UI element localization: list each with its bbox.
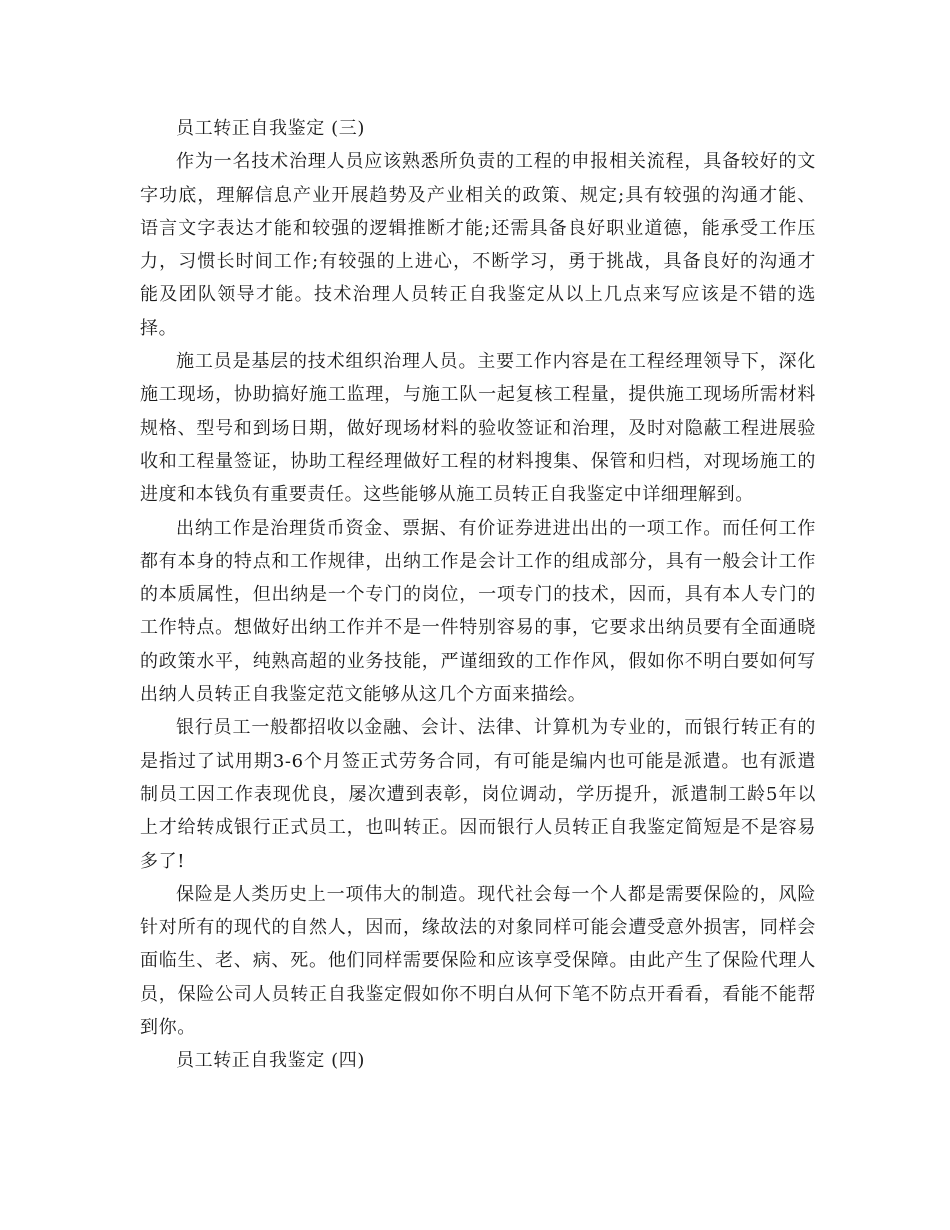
paragraph-insurance: 保险是人类历史上一项伟大的制造。现代社会每一个人都是需要保险的，风险针对所有的现代的自然人，因而，缘故法的对象同样可能会遭受意外损害，同样会面临生、老、病、死。他们同样需要保险和应该享受保障。由此产生了保险代理人员，保险公司人员转正自我鉴定假如你不明白从何下笔不防点开看看，看能不能帮到你。 [140, 883, 816, 1039]
paragraph-cashier: 出纳工作是治理货币资金、票据、有价证券进进出出的一项工作。而任何工作都有本身的特点和工作规律，出纳工作是会计工作的组成部分，具有一般会计工作的本质属性，但出纳是一个专门的岗位，一项专门的技术，因而，具有本人专门的工作特点。想做好出纳工作并不是一件特别容易的事，它要求出纳员要有全面通晓的政策水平，纯熟高超的业务技能，严谨细致的工作作风，假如你不明白要如何写出纳人员转正自我鉴定范文能够从这几个方面来描绘。 [140, 517, 816, 706]
section-heading-4: 员工转正自我鉴定 (四) [176, 1050, 365, 1072]
paragraph-construction-worker: 施工员是基层的技术组织治理人员。主要工作内容是在工程经理领导下，深化施工现场，协助搞好施工监理，与施工队一起复核工程量，提供施工现场所需材料规格、型号和到场日期，做好现场材料的验收签证和治理，及时对隐蔽工程进展验收和工程量签证，协助工程经理做好工程的材料搜集、保管和归档，对现场施工的进度和本钱负有重要责任。这些能够从施工员转正自我鉴定中详细理解到。 [140, 351, 816, 506]
paragraph-tech-management: 作为一名技术治理人员应该熟悉所负责的工程的申报相关流程，具备较好的文字功底，理解信息产业开展趋势及产业相关的政策、规定;具有较强的沟通才能、语言文字表达才能和较强的逻辑推断才能;还需具备良好职业道德，能承受工作压力，习惯长时间工作;有较强的上进心，不断学习，勇于挑战，具备良好的沟通才能及团队领导才能。技术治理人员转正自我鉴定从以上几点来写应该是不错的选择。 [140, 151, 816, 339]
document-body [140, 112, 816, 1078]
section-heading-3: 员工转正自我鉴定 (三) [176, 118, 365, 139]
paragraph-bank-staff: 银行员工一般都招收以金融、会计、法律、计算机为专业的，而银行转正有的是指过了试用期3-6个月签正式劳务合同，有可能是编内也可能是派遣。也有派遣制员工因工作表现优良，屡次遭到表彰，岗位调动，学历提升，派遣制工龄5年以上才给转成银行正式员工，也叫转正。因而银行人员转正自我鉴定简短是不是容易多了! [140, 717, 816, 872]
